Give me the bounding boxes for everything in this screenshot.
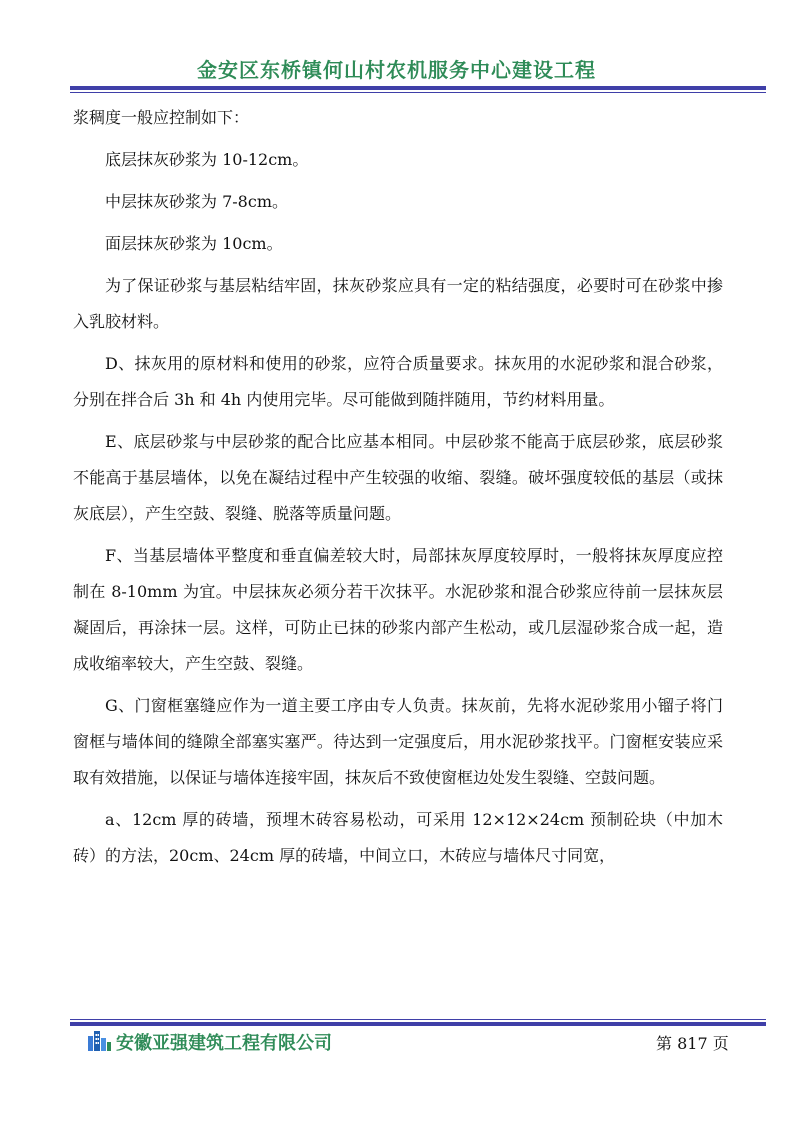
paragraph: 面层抹灰砂浆为 10cm。 [105, 234, 283, 253]
paragraph: F、当基层墙体平整度和垂直偏差较大时，局部抹灰厚度较厚时，一般将抹灰厚度应控制在 8-10mm 为宜。中层抹灰必须分若干次抹平。水泥砂浆和混合砂浆应待前一层抹灰层凝固后，再涂抹一层。这样，可防止已抹的砂浆内部产生松动，或几层湿砂浆合成一起，造成收缩率较大，产生空鼓、裂缝。 [73, 546, 723, 673]
paragraph: 浆稠度一般应控制如下： [73, 108, 250, 127]
paragraph: E、底层砂浆与中层砂浆的配合比应基本相同。中层砂浆不能高于底层砂浆，底层砂浆不能高于基层墙体，以免在凝结过程中产生较强的收缩、裂缝。破坏强度较低的基层（或抹灰底层），产生空鼓、裂缝、脱落等质量问题。 [73, 432, 723, 523]
page-header-title: 金安区东桥镇何山村农机服务中心建设工程 [197, 58, 596, 82]
footer-company-name: 安徽亚强建筑工程有限公司 [116, 1033, 332, 1054]
building-logo-icon [86, 1028, 112, 1052]
paragraph: 底层抹灰砂浆为 10-12cm。 [105, 150, 309, 169]
paragraph: G、门窗框塞缝应作为一道主要工序由专人负责。抹灰前，先将水泥砂浆用小镏子将门窗框与墙体间的缝隙全部塞实塞严。待达到一定强度后，用水泥砂浆找平。门窗框安装应采取有效措施，以保证与墙体连接牢固，抹灰后不致使窗框边处发生裂缝、空鼓问题。 [73, 696, 723, 787]
paragraph: D、抹灰用的原材料和使用的砂浆，应符合质量要求。抹灰用的水泥砂浆和混合砂浆，分别在拌合后 3h 和 4h 内使用完毕。尽可能做到随拌随用，节约材料用量。 [73, 354, 723, 409]
footer-rule-thin [70, 1019, 766, 1020]
page-number: 第 817 页 [656, 1034, 729, 1053]
paragraph: 中层抹灰砂浆为 7-8cm。 [105, 192, 288, 211]
header-rule [70, 86, 766, 90]
header-rule-thin [70, 92, 766, 93]
document-body [73, 100, 723, 880]
footer-rule [70, 1022, 766, 1026]
paragraph: 为了保证砂浆与基层粘结牢固，抹灰砂浆应具有一定的粘结强度，必要时可在砂浆中掺入乳胶材料。 [73, 276, 723, 331]
paragraph: a、12cm 厚的砖墙，预埋木砖容易松动，可采用 12×12×24cm 预制砼块（中加木砖）的方法，20cm、24cm 厚的砖墙，中间立口，木砖应与墙体尺寸同宽， [73, 810, 723, 865]
